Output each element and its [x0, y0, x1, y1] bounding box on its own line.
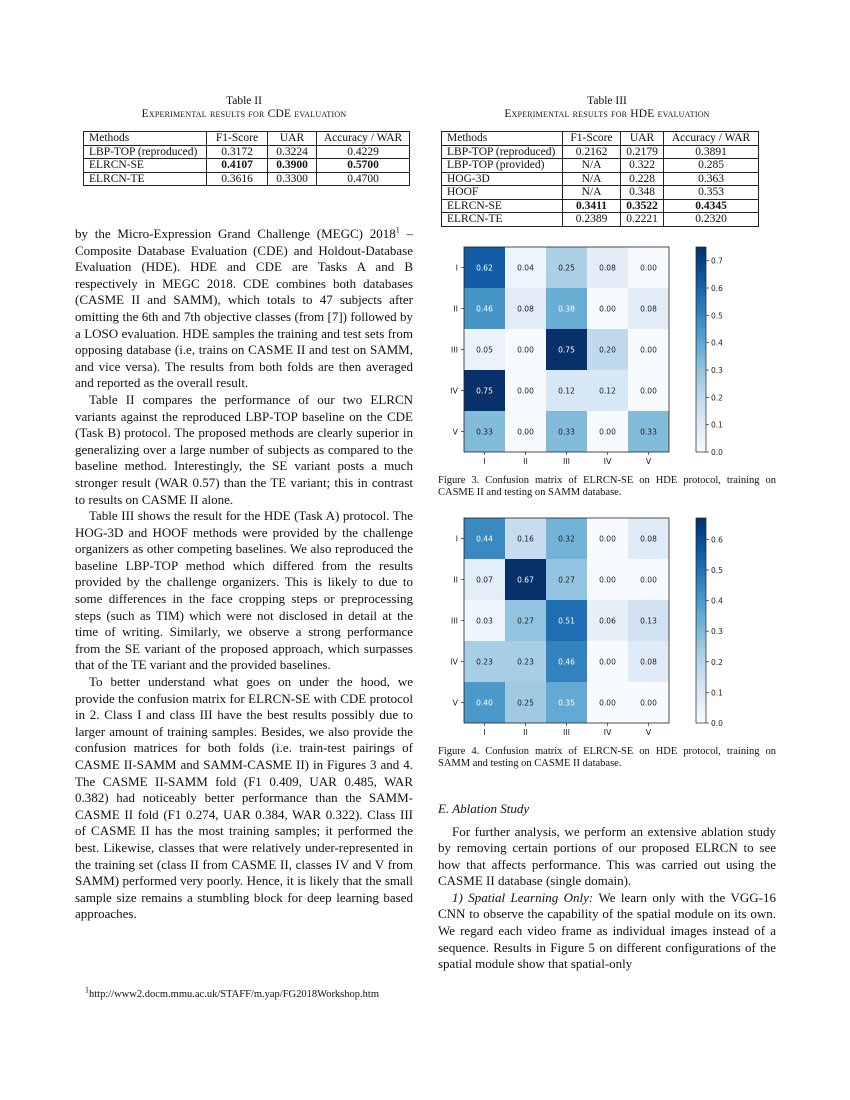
cell-value-label: 0.08	[640, 304, 657, 313]
footnote-ref: 1	[395, 225, 400, 235]
table-cell: 0.5700	[317, 159, 410, 173]
cell-value-label: 0.13	[640, 616, 657, 625]
figure3	[438, 243, 776, 473]
table-cell: 0.4229	[317, 145, 410, 159]
x-tick-label: II	[523, 456, 528, 466]
table-cell: ELRCN-TE	[84, 172, 207, 186]
colorbar-tick-label: 0.2	[711, 392, 723, 402]
colorbar-tick-label: 0.5	[711, 565, 723, 575]
cell-value-label: 0.23	[517, 657, 534, 666]
cell-value-label: 0.00	[599, 575, 616, 584]
figure3-caption-text: Confusion matrix of ELRCN-SE on HDE protocol, training on CASME II and testing on SAMM database.	[438, 474, 776, 498]
x-tick-label: IV	[603, 727, 612, 737]
table-cell: ELRCN-SE	[84, 159, 207, 173]
right-column	[438, 95, 776, 973]
cell-value-label: 0.05	[476, 345, 493, 354]
table-cell: 0.363	[664, 172, 759, 186]
table-header-cell: F1-Score	[207, 132, 268, 146]
table-cell: 0.2162	[563, 145, 621, 159]
x-tick-label: V	[645, 456, 652, 466]
paragraph	[75, 226, 413, 392]
paragraph-text-a: by the Micro-Expression Grand Challenge (MEGC) 2018	[75, 226, 396, 241]
cell-value-label: 0.67	[517, 575, 534, 584]
table-row	[84, 172, 410, 186]
colorbar-tick-label: 0.1	[711, 687, 723, 697]
cell-value-label: 0.08	[599, 263, 616, 272]
table-row	[442, 172, 759, 186]
colorbar-tick-label: 0.6	[711, 534, 723, 544]
colorbar-tick-label: 0.3	[711, 365, 723, 375]
y-tick-label: II	[453, 575, 458, 584]
cell-value-label: 0.23	[476, 657, 493, 666]
colorbar-tick-label: 0.7	[711, 256, 723, 266]
table-cell: 0.285	[664, 159, 759, 173]
cell-value-label: 0.33	[476, 427, 493, 436]
cell-value-label: 0.00	[517, 386, 534, 395]
table3-body	[442, 132, 759, 227]
figure3-label: Figure 3.	[438, 474, 480, 486]
cell-value-label: 0.16	[517, 534, 534, 543]
table-cell: LBP-TOP (provided)	[442, 159, 563, 173]
table2-label: Table II	[226, 95, 262, 107]
y-tick-label: IV	[450, 657, 458, 666]
table-cell: N/A	[563, 159, 621, 173]
table-cell: 0.4345	[664, 199, 759, 213]
table-cell: 0.228	[621, 172, 664, 186]
cell-value-label: 0.08	[640, 534, 657, 543]
cell-value-label: 0.04	[517, 263, 534, 272]
table3	[441, 131, 759, 227]
cell-value-label: 0.00	[640, 575, 657, 584]
footnote-url: http://www2.docm.mmu.ac.uk/STAFF/m.yap/FG2018Workshop.htm	[89, 989, 379, 1000]
colorbar-tick-label: 0.2	[711, 657, 723, 667]
footnote-mark: 1	[85, 985, 89, 995]
y-tick-label: IV	[450, 386, 458, 395]
paragraph-text: We learn only with the VGG-16 CNN to observe the capability of the spatial module on its own. We regard each video frame as individual images instead of a sequence. Results in Figure 5 on different configurations of the spatial module show that spatial-only	[438, 889, 777, 972]
table3-label: Table III	[587, 95, 627, 107]
y-tick-label: III	[450, 616, 458, 625]
table-cell: 0.4107	[207, 159, 268, 173]
y-tick-label: I	[455, 534, 458, 543]
figure4-confusion-matrix	[438, 514, 776, 744]
cell-value-label: 0.20	[599, 345, 616, 354]
paragraph	[438, 890, 776, 973]
x-tick-label: I	[483, 456, 486, 466]
colorbar-tick-label: 0.3	[711, 626, 723, 636]
table-cell: 0.2221	[621, 213, 664, 227]
table-cell: N/A	[563, 186, 621, 200]
table-cell: 0.2179	[621, 145, 664, 159]
table-row	[84, 159, 410, 173]
cell-value-label: 0.62	[476, 263, 493, 272]
left-body-text	[75, 226, 413, 923]
footnote	[75, 985, 413, 1001]
table-header-row	[442, 132, 759, 146]
table-cell: ELRCN-TE	[442, 213, 563, 227]
figure3-caption	[438, 475, 776, 500]
table-row	[442, 186, 759, 200]
y-tick-label: III	[450, 345, 458, 354]
cell-value-label: 0.46	[476, 304, 493, 313]
left-column	[75, 95, 413, 923]
table-row	[442, 213, 759, 227]
table-row	[442, 145, 759, 159]
cell-value-label: 0.25	[558, 263, 575, 272]
cell-value-label: 0.00	[517, 427, 534, 436]
table-cell: 0.3891	[664, 145, 759, 159]
table-cell: 0.2320	[664, 213, 759, 227]
table-cell: HOG-3D	[442, 172, 563, 186]
y-tick-label: II	[453, 304, 458, 313]
cell-value-label: 0.00	[517, 345, 534, 354]
colorbar-tick-label: 0.4	[711, 596, 723, 606]
colorbar-tick-label: 0.6	[711, 283, 723, 293]
table3-caption	[438, 95, 776, 121]
table-cell: N/A	[563, 172, 621, 186]
cell-value-label: 0.25	[517, 698, 534, 707]
paragraph: For further analysis, we perform an extensive ablation study by removing certain portions of our proposed ELRCN to see how that affects performance. This was carried out using the CASME II database (single domain).	[438, 823, 776, 889]
paragraph: To better understand what goes on under the hood, we provide the confusion matrix for ELRCN-SE with CDE protocol in 2. Class I and class III have the best results possibly due to larger amount of training samples. Besides, we also provide the confusion matrices for both folds (i.e. train-test pairings of CASME II-SAMM and SAMM-CASME II) in Figures 3 and 4. The CASME II-SAMM fold (F1 0.409, UAR 0.485, WAR 0.382) had noticeably better performance than the SAMM-CASME II fold (F1 0.274, UAR 0.384, WAR 0.322). Class III of CASME II has the most training samples; it performed the best. Likewise, classes that were relatively under-represented in the training set (class II from CASME II, classes IV and V from SAMM) performed very poorly. Hence, it is likely that the small sample size remains a stumbling block for deep learning based approaches.	[75, 674, 413, 922]
table-row	[442, 199, 759, 213]
colorbar	[696, 247, 706, 452]
table2	[83, 131, 410, 186]
table-cell: 0.3224	[268, 145, 317, 159]
table-cell: LBP-TOP (reproduced)	[84, 145, 207, 159]
cell-value-label: 0.08	[517, 304, 534, 313]
cell-value-label: 0.07	[476, 575, 493, 584]
table-header-cell: Accuracy / WAR	[317, 132, 410, 146]
cell-value-label: 0.40	[476, 698, 493, 707]
figure3-confusion-matrix	[438, 243, 776, 473]
figure4-caption-text: Confusion matrix of ELRCN-SE on HDE protocol, training on SAMM and testing on CASME II database.	[438, 745, 776, 769]
cell-value-label: 0.12	[558, 386, 575, 395]
table-header-cell: F1-Score	[563, 132, 621, 146]
table2-body	[84, 132, 410, 186]
x-tick-label: III	[562, 456, 571, 466]
x-tick-label: II	[523, 727, 528, 737]
table-cell: 0.3172	[207, 145, 268, 159]
cell-value-label: 0.00	[640, 698, 657, 707]
x-tick-label: V	[645, 727, 652, 737]
cell-value-label: 0.00	[640, 345, 657, 354]
table2-title: Experimental results for CDE evaluation	[141, 108, 347, 120]
colorbar-tick-label: 0.4	[711, 338, 723, 348]
table-cell: 0.322	[621, 159, 664, 173]
cell-value-label: 0.75	[476, 386, 493, 395]
cell-value-label: 0.00	[599, 657, 616, 666]
colorbar-tick-label: 0.0	[711, 447, 723, 457]
paragraph: Table III shows the result for the HDE (Task A) protocol. The HOG-3D and HOOF methods were provided by the challenge organizers as other competing baselines. We also reproduced the baseline LBP-TOP method which differed from the results provided by the challenge organizers. This is likely to due to some differences in the face cropping steps or preprocessing steps (such as TIM) which were not disclosed in detail at the time of writing. Similarly, we observe a strong performance from the SE variant of the proposed approach, which surpasses that of the TE variant and the provided baselines.	[75, 508, 413, 673]
table-cell: 0.3300	[268, 172, 317, 186]
cell-value-label: 0.03	[476, 616, 493, 625]
cell-value-label: 0.46	[558, 657, 575, 666]
cell-value-label: 0.00	[599, 304, 616, 313]
cell-value-label: 0.51	[558, 616, 575, 625]
table-header-cell: Methods	[442, 132, 563, 146]
table-cell: 0.3616	[207, 172, 268, 186]
cell-value-label: 0.00	[640, 386, 657, 395]
table-cell: 0.3900	[268, 159, 317, 173]
table-header-cell: UAR	[621, 132, 664, 146]
table-row	[84, 145, 410, 159]
cell-value-label: 0.00	[599, 698, 616, 707]
cell-value-label: 0.35	[558, 698, 575, 707]
table-cell: 0.4700	[317, 172, 410, 186]
cell-value-label: 0.38	[558, 304, 575, 313]
cell-value-label: 0.75	[558, 345, 575, 354]
right-body-text	[438, 801, 776, 973]
table-cell: LBP-TOP (reproduced)	[442, 145, 563, 159]
table2-caption	[75, 95, 413, 121]
cell-value-label: 0.33	[558, 427, 575, 436]
cell-value-label: 0.27	[558, 575, 575, 584]
table-header-cell: Accuracy / WAR	[664, 132, 759, 146]
figure4-label: Figure 4.	[438, 745, 480, 757]
subsection-title: 1) Spatial Learning Only:	[452, 889, 594, 905]
x-tick-label: IV	[603, 456, 612, 466]
cell-value-label: 0.00	[599, 427, 616, 436]
table-cell: 0.3411	[563, 199, 621, 213]
cell-value-label: 0.00	[640, 263, 657, 272]
colorbar-tick-label: 0.5	[711, 310, 723, 320]
cell-value-label: 0.44	[476, 534, 493, 543]
table-header-cell: Methods	[84, 132, 207, 146]
table-cell: 0.3522	[621, 199, 664, 213]
y-tick-label: V	[452, 427, 458, 436]
table-cell: ELRCN-SE	[442, 199, 563, 213]
paragraph: Table II compares the performance of our two ELRCN variants against the reproduced LBP-TOP baseline on the CDE (Task B) protocol. The proposed methods are clearly superior in generalizing over a large number of subjects as compared to the baseline method. Interestingly, the SE variant posts a much stronger result (WAR 0.57) than the TE variant; this in contrast to results on CASME II alone.	[75, 391, 413, 507]
table-header-cell: UAR	[268, 132, 317, 146]
cell-value-label: 0.32	[558, 534, 575, 543]
cell-value-label: 0.33	[640, 427, 657, 436]
figure4	[438, 514, 776, 744]
x-tick-label: III	[562, 727, 571, 737]
colorbar-tick-label: 0.0	[711, 718, 723, 728]
table-cell: 0.353	[664, 186, 759, 200]
section-heading: E. Ablation Study	[438, 800, 530, 816]
cell-value-label: 0.08	[640, 657, 657, 666]
table-header-row	[84, 132, 410, 146]
cell-value-label: 0.00	[599, 534, 616, 543]
table-cell: 0.348	[621, 186, 664, 200]
colorbar	[696, 518, 706, 723]
figure4-caption	[438, 746, 776, 771]
y-tick-label: I	[455, 263, 458, 272]
x-tick-label: I	[483, 727, 486, 737]
paragraph-text-b: – Composite Database Evaluation (CDE) and Holdout-Database Evaluation (HDE). HDE and CDE are Tasks A and B respectively in MEGC 2018. CDE combines both databases (CASME II and SAMM), which totals to 47 subjects after omitting the 6th and 7th objective classes (from [7]) followed by a LOSO evaluation. HDE samples the training and test sets from opposing database (i.e, trains on CASME II and test on SAMM, and vice versa). The results from both folds are then averaged and reported as the overall result.	[75, 226, 413, 391]
cell-value-label: 0.06	[599, 616, 616, 625]
cell-value-label: 0.27	[517, 616, 534, 625]
table-row	[442, 159, 759, 173]
table-cell: HOOF	[442, 186, 563, 200]
table-cell: 0.2389	[563, 213, 621, 227]
cell-value-label: 0.12	[599, 386, 616, 395]
y-tick-label: V	[452, 698, 458, 707]
table3-title: Experimental results for HDE evaluation	[504, 108, 710, 120]
colorbar-tick-label: 0.1	[711, 420, 723, 430]
